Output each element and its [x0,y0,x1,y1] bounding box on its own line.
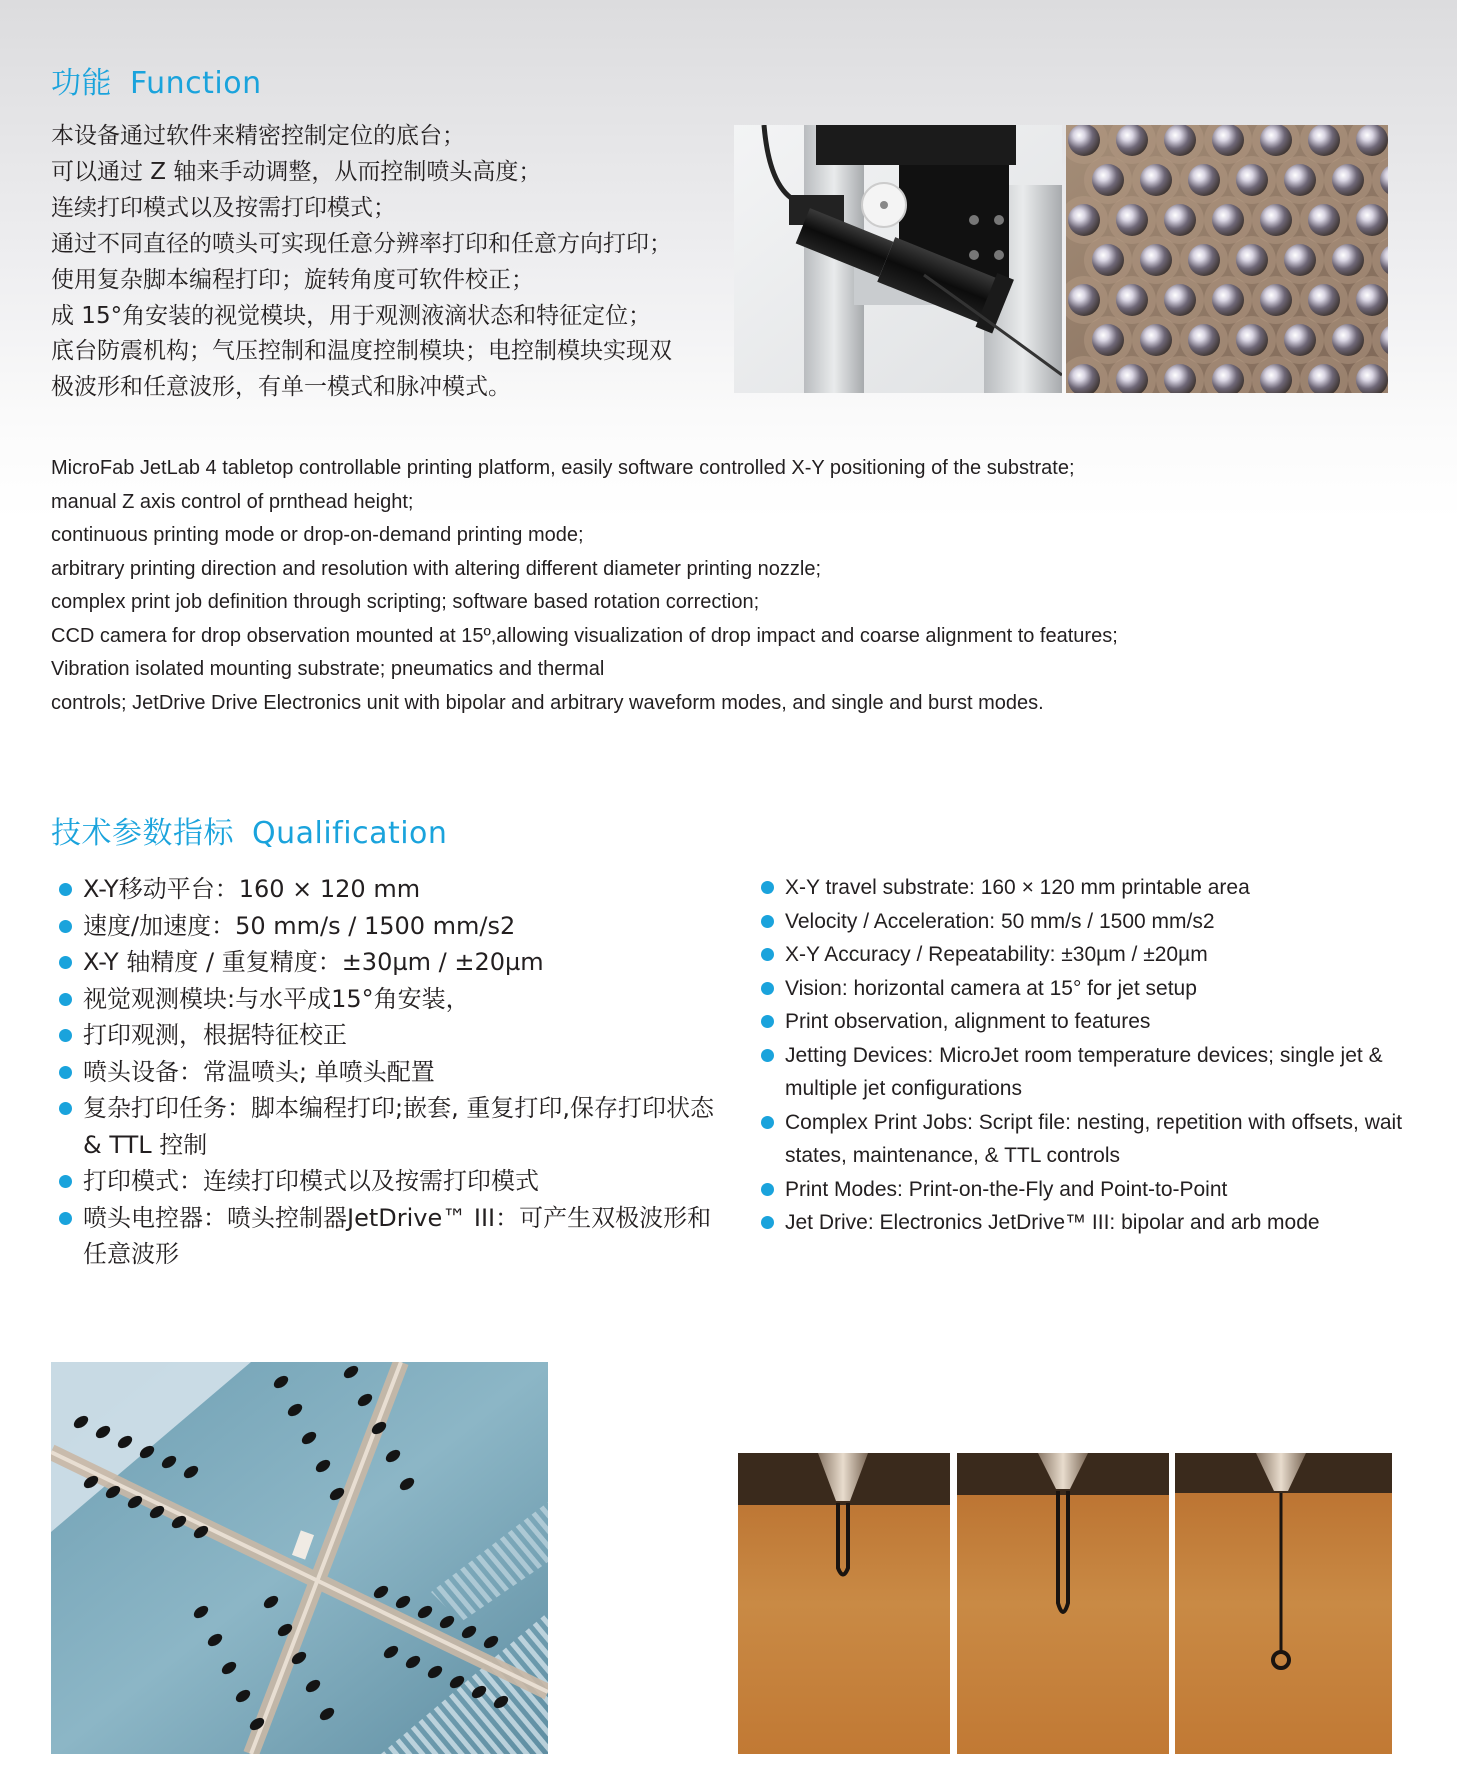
qualification-cn-item [51,908,731,945]
bullet-dot-icon [59,993,72,1006]
bullet-dot-icon [59,1102,72,1115]
qualification-en-list [753,871,1413,1240]
function-cn-line: 通过不同直径的喷头可实现任意分辨率打印和任意方向打印； [51,230,672,257]
qualification-en-item [753,938,1413,972]
function-en-line: continuous printing mode or drop-on-demand printing mode; [51,524,584,546]
qualification-cn-item-text: 喷头设备：常温喷头; 单喷头配置 [83,1057,435,1086]
bullet-dot-icon [59,920,72,933]
function-cn-line: 极波形和任意波形，有单一模式和脉冲模式。 [51,374,511,401]
qualification-en-item-text: X-Y travel substrate: 160 × 120 mm printable area [785,876,1250,899]
qualification-cn-item [51,1200,731,1273]
bullet-dot-icon [761,1015,774,1028]
bullet-dot-icon [761,1216,774,1229]
qualification-cn-item-text: 打印模式：连续打印模式以及按需打印模式 [83,1167,539,1195]
function-en-line: manual Z axis control of prnthead height; [51,490,414,513]
qualification-cn-item [51,1090,731,1163]
function-en-line: MicroFab JetLab 4 tabletop controllable printing platform, easily software controlled X-Y positioning of the substrate; [51,457,1075,479]
bullet-dot-icon [761,881,774,894]
qualification-en-item-text: Print observation, alignment to features [785,1010,1151,1033]
function-cn-line: 本设备通过软件来精密控制定位的底台； [51,123,465,149]
function-en-line: CCD camera for drop observation mounted at 15º,allowing visualization of drop impact and coarse alignment to features; [51,624,1118,647]
qualification-en-item [753,1173,1413,1207]
function-cn-text [51,119,711,406]
function-en-text [51,452,1391,720]
function-cn-line: 连续打印模式以及按需打印模式； [51,194,396,221]
bullet-dot-icon [59,883,72,896]
qualification-en-item-text: X-Y Accuracy / Repeatability: ±30µm / ±20µm [785,943,1208,966]
bullet-dot-icon [761,915,774,928]
qualification-cn-item-text: X-Y移动平台：160 × 120 mm [83,875,421,903]
function-en-line: complex print job definition through scripting; software based rotation correction; [51,591,760,613]
qualification-en-item [753,905,1413,939]
qualification-en-item [753,1005,1413,1039]
qualification-title-en: Qualification [252,816,448,851]
qualification-en-item [753,1206,1413,1240]
bullet-dot-icon [59,1212,72,1225]
bullet-dot-icon [761,1049,774,1062]
droplet-frame-1 [738,1453,950,1754]
function-cn-line: 成 15°角安装的视觉模块，用于观测液滴状态和特征定位； [51,302,652,329]
function-cn-line: 底台防震机构；气压控制和温度控制模块；电控制模块实现双 [51,338,672,365]
qualification-cn-item [51,1054,731,1091]
qualification-en-item-text: Vision: horizontal camera at 15° for jet setup [785,976,1197,1000]
qualification-cn-item [51,1017,731,1054]
function-en-line: controls; JetDrive Drive Electronics unit with bipolar and arbitrary waveform modes, and single and burst modes. [51,691,1044,714]
qualification-en-item-text: Complex Print Jobs: Script file: nesting, repetition with offsets, wait states, maintenance, & TTL controls [785,1110,1403,1167]
bullet-dot-icon [59,956,72,969]
function-title-cn: 功能 [51,66,112,101]
qualification-cn-item-text: 视觉观测模块:与水平成15°角安装， [83,984,470,1013]
function-cn-line: 可以通过 Z 轴来手动调整，从而控制喷头高度； [51,158,542,185]
function-title-en: Function [130,66,262,101]
microspheres-photo [1066,125,1388,393]
bullet-dot-icon [59,1066,72,1079]
qualification-cn-item [51,981,731,1018]
qualification-en-item-text: Jet Drive: Electronics JetDrive™ III: bipolar and arb mode [785,1211,1320,1234]
bullet-dot-icon [761,982,774,995]
qualification-cn-item [51,1163,731,1200]
bullet-dot-icon [761,1183,774,1196]
printed-circuit-photo [51,1362,548,1754]
qualification-title [51,808,447,852]
droplet-frame-3 [1175,1453,1392,1754]
qualification-en-item [753,1106,1413,1173]
qualification-en-item-text: Jetting Devices: MicroJet room temperature devices; single jet & multiple jet configurations [785,1043,1383,1100]
qualification-en-item-text: Print Modes: Print-on-the-Fly and Point-to-Point [785,1177,1228,1201]
printer-machine-photo [734,125,1062,393]
droplet-sequence-photo [738,1453,1392,1754]
qualification-en-item-text: Velocity / Acceleration: 50 mm/s / 1500 mm/s2 [785,909,1215,933]
qualification-cn-item-text: 复杂打印任务：脚本编程打印;嵌套, 重复打印,保存打印状态 & TTL 控制 [83,1094,714,1159]
function-cn-line: 使用复杂脚本编程打印；旋转角度可软件校正； [51,266,534,293]
qualification-cn-item-text: 速度/加速度：50 mm/s / 1500 mm/s2 [83,911,516,940]
function-title [51,58,262,102]
bullet-dot-icon [59,1029,72,1042]
qualification-cn-item [51,944,731,981]
droplet-frame-2 [957,1453,1169,1754]
qualification-en-item [753,1039,1413,1106]
function-en-line: Vibration isolated mounting substrate; pneumatics and thermal [51,658,605,680]
bullet-dot-icon [761,948,774,961]
qualification-cn-item-text: 打印观测，根据特征校正 [83,1021,347,1049]
qualification-cn-item-text: X-Y 轴精度 / 重复精度：±30µm / ±20µm [83,948,544,976]
bullet-dot-icon [761,1116,774,1129]
qualification-cn-list [51,871,731,1273]
qualification-en-item [753,972,1413,1006]
qualification-title-cn: 技术参数指标 [51,816,234,851]
qualification-en-item [753,871,1413,905]
function-en-line: arbitrary printing direction and resolution with altering different diameter printing nozzle; [51,557,822,580]
bullet-dot-icon [59,1175,72,1188]
qualification-cn-item [51,871,731,908]
qualification-cn-item-text: 喷头电控器：喷头控制器JetDrive™ III：可产生双极波形和任意波形 [83,1203,712,1268]
